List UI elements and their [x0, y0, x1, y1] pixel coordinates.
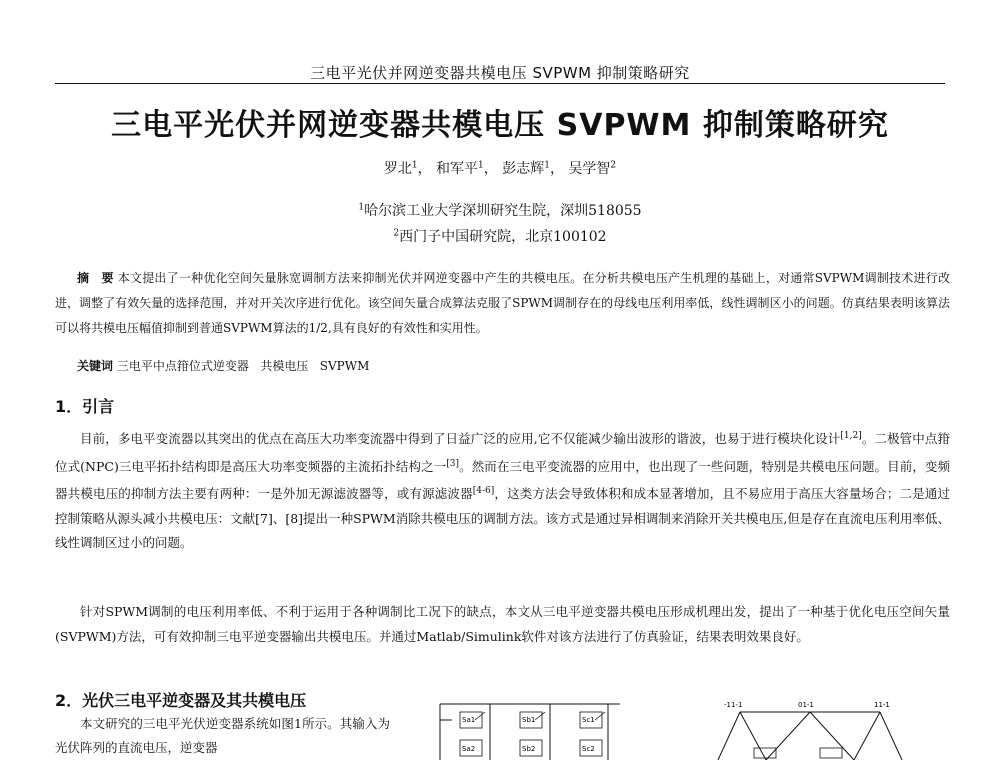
keyword-item: 共模电压	[260, 359, 309, 373]
vector-label: -11-1	[724, 701, 743, 709]
author: 罗北$^1$	[383, 160, 418, 177]
region-box	[820, 748, 842, 758]
circuit-figure	[430, 690, 650, 760]
vector-label: 01-1	[798, 701, 814, 709]
author: 吴学智$^2$	[568, 160, 617, 177]
keyword-item: 三电平中点箝位式逆变器	[116, 359, 249, 373]
section-1-paragraph-2: 针对SPWM调制的电压利用率低、不利于运用于各种调制比工况下的缺点，本文从三电平逆变器共模电压形成机理出发，提出了一种基于优化电压空间矢量(SVPWM)方法，可有效抑制三电平逆变器输出共模电压。并通过Matlab/Simulink软件对该方法进行了仿真验证，结果表明效果良好。	[55, 604, 950, 644]
switch-label: Sb1	[522, 716, 536, 724]
affiliation-1: $^1$哈尔滨工业大学深圳研究生院，深圳518055	[358, 202, 642, 219]
affiliation-2: $^2$西门子中国研究院，北京100102	[393, 228, 607, 245]
switch-label: Sc2	[582, 745, 595, 753]
keywords	[77, 357, 369, 374]
section-1-paragraph-1: 目前，多电平变流器以其突出的优点在高压大功率变流器中得到了日益广泛的应用,它不仅能减少输出波形的谐波，也易于进行模块化设计[1,2]。二极管中点箝位式(NPC)三电平拓扑结构即是高压大功率变频器的主流拓扑结构之一[3]。然而在三电平变流器的应用中，也出现了一些问题，特别是共模电压问题。目前，变频器共模电压的抑制方法主要有两种：一是外加无源滤波器等，或有源滤波器[4-6]，这类方法会导致体积和成本显著增加，且不易应用于高压大容量场合；二是通过控制策略从源头减小共模电压：文献[7]、[8]提出一种SPWM消除共模电压的调制方法。该方式是通过异相调制来消除开关共模电压,但是存在直流电压利用率低、线性调制区过小的问题。	[55, 431, 950, 551]
section-2-paragraph: 本文研究的三电平光伏逆变器系统如图1所示。其输入为光伏阵列的直流电压，逆变器	[55, 716, 390, 755]
abstract-label: 摘 要	[77, 271, 114, 285]
citation: [3]	[446, 458, 460, 469]
switch-label: Sb2	[522, 745, 536, 753]
author-list: 罗北$^1$， 和军平$^1$， 彭志辉$^1$， 吴学智$^2$	[383, 160, 617, 177]
vector-label: 11-1	[874, 701, 890, 709]
running-header: 三电平光伏并网逆变器共模电压 SVPWM 抑制策略研究	[310, 64, 690, 82]
switch-label: Sa1	[462, 716, 476, 724]
keywords-label: 关键词	[77, 359, 114, 373]
author: 和军平$^1$	[436, 160, 484, 177]
abstract	[55, 266, 950, 341]
section-1-heading: 1．引言	[55, 397, 115, 416]
keyword-item: SVPWM	[319, 359, 370, 373]
space-vector-figure	[710, 696, 910, 760]
section-2-heading: 2．光伏三电平逆变器及其共模电压	[55, 691, 307, 710]
page-title: 三电平光伏并网逆变器共模电压 SVPWM 抑制策略研究	[111, 108, 889, 143]
switch-label: Sa2	[462, 745, 476, 753]
abstract-text: 本文提出了一种优化空间矢量脉宽调制方法来抑制光伏并网逆变器中产生的共模电压。在分析共模电压产生机理的基础上，对通常SVPWM调制技术进行改进，调整了有效矢量的选择范围，并对开关次序进行优化。该空间矢量合成算法克服了SPWM调制存在的母线电压利用率低，线性调制区小的问题。仿真结果表明该算法可以将共模电压幅值抑制到普通SVPWM算法的1/2,具有良好的有效性和实用性。	[55, 271, 950, 335]
switch-label: Sc1	[582, 716, 595, 724]
citation: [1,2]	[840, 431, 862, 441]
citation: [4-6]	[472, 486, 495, 497]
header-rule	[55, 83, 945, 84]
author: 彭志辉$^1$	[502, 160, 550, 177]
